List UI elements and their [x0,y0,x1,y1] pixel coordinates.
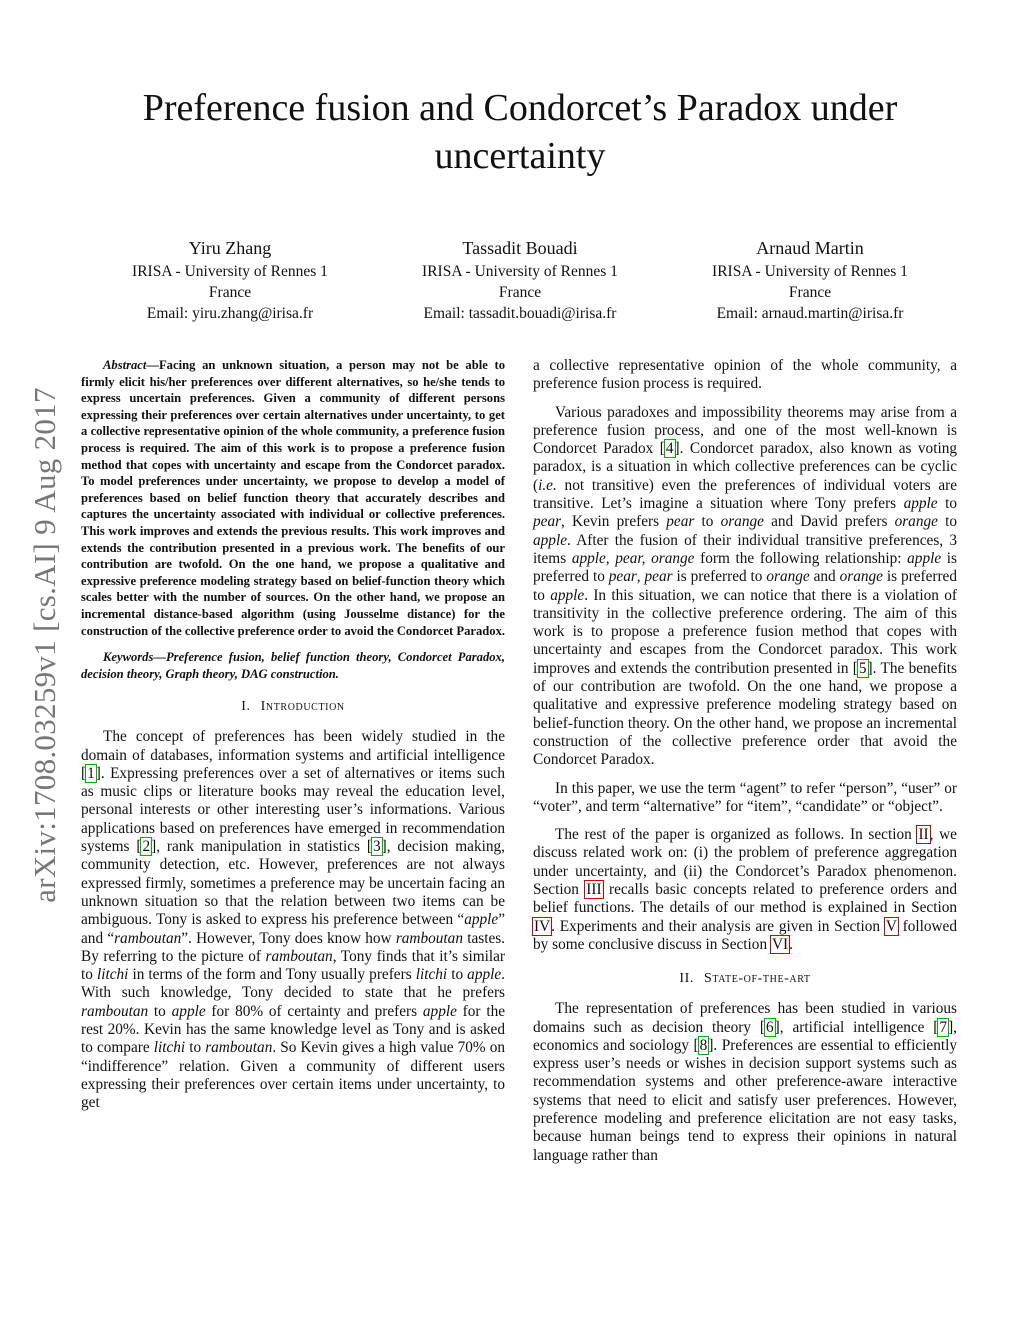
author-3 [670,236,950,324]
emphasis: apple [907,549,942,567]
emphasis: apple [550,586,585,604]
emphasis: litchi [96,966,129,984]
author-name: Tassadit Bouadi [462,238,578,258]
text-run: , Tony finds that it’s similar to [81,947,505,984]
text-run: , [636,568,645,586]
abstract-label: Abstract [103,358,147,372]
emphasis: apple [903,495,938,513]
text-run: . The benefits of our contribution are twofold. On the one hand, we propose a qualitative and expressive preference modeling strategy based on belief-function theory. On the other hand, we propose an incremental construction of the collective preference order that avoid the Condorcet Paradox. [533,659,957,769]
section-heading-state-of-the-art [533,970,957,988]
section-ref-link[interactable]: VI [771,935,789,953]
text-run: , artificial intelligence [779,1018,934,1036]
author-country: France [788,284,832,301]
author-email: Email: tassadit.bouadi@irisa.fr [423,305,617,322]
text-run: is preferred to [533,549,958,586]
text-run: recalls basic concepts related to preference orders and belief functions. The details of our method is explained in Section [533,881,957,917]
section-title: Introduction [260,699,345,715]
text-run: The concept of preferences has been widely studied in the domain of databases, information systems and artificial intelligence [81,728,505,764]
citation-link[interactable]: 5 [858,659,867,677]
right-column [533,357,957,1175]
emphasis: i.e. [538,476,557,494]
emphasis: ramboutan [81,1002,149,1020]
citation-link[interactable]: 4 [665,440,674,458]
text-run: . Expressing preferences over a set of alternatives or items such as music clips or literature books may reveal the education level, personal interests or other interesting user’s informations. Various applications based on preferences have emerged in recommendation systems [81,764,505,856]
author-name: Yiru Zhang [188,238,272,258]
text-run: , Kevin prefers [561,513,667,531]
emphasis: orange [720,513,764,531]
emphasis: ramboutan [205,1039,273,1057]
emphasis: pear [533,513,562,531]
text-run: in terms of the form and Tony usually prefers [128,966,416,984]
emphasis: litchi [415,966,448,984]
author-email: Email: arnaud.martin@irisa.fr [716,305,904,322]
section-heading-introduction [81,698,505,716]
text-run: to [148,1002,172,1020]
text-run: . So Kevin gives a high value 70% on “indifference” relation. Given a community of different users expressing their preferences over certain items under uncertainty, to get [81,1039,505,1112]
emphasis: pear [666,513,695,531]
author-affiliation: IRISA - University of Rennes 1 [132,263,328,280]
text-run: and David prefers [763,513,895,531]
text-run: not transitive) even the preferences of individual voters are transitive. Let’s imagine a situation where Tony prefers [533,476,957,513]
author-affiliation: IRISA - University of Rennes 1 [422,263,618,280]
text-run: is preferred to [672,568,767,586]
text-run: . Experiments and their analysis are given in Section [551,917,885,935]
emphasis: ramboutan [265,947,333,965]
author-1 [90,236,370,324]
emphasis: orange [894,513,938,531]
text-run: Various paradoxes and impossibility theorems may arise from a preference fusion process, and one of the most well-known is Condorcet Paradox [533,403,957,458]
emphasis: apple, pear, orange [571,549,695,567]
abstract [81,357,505,639]
text-run: to [937,495,957,513]
keywords-label: Keywords [103,650,154,665]
text-run: ”. However, Tony does know how [181,929,396,947]
citation-link[interactable]: 1 [87,764,95,782]
author-country: France [208,284,252,301]
arxiv-sidebar-stamp: arXiv:1708.03259v1 [cs.AI] 9 Aug 2017 [27,387,62,903]
text-run: ” and “ [81,911,505,947]
text-run: The rest of the paper is organized as follows. In section [555,826,918,844]
section-ref-link[interactable]: II [918,826,929,844]
section-number: I. [241,699,251,715]
emphasis: orange [766,568,810,586]
text-run: to [447,966,468,984]
section-ref-link[interactable]: V [885,917,897,935]
intro-paragraph-4 [533,826,957,954]
text-run: tastes. By referring to the picture of [81,929,506,965]
text-run: . After the fusion of their individual transitive preferences, 3 items [533,531,957,567]
text-run: The representation of preferences has been studied in various domains such as decision theory [533,1000,957,1036]
author-email: Email: yiru.zhang@irisa.fr [146,305,314,322]
emphasis: apple [464,911,499,929]
emphasis: pear [608,568,637,586]
text-run: is preferred to [533,568,957,604]
text-run: for 80% of certainty and prefers [205,1002,423,1020]
citation-link[interactable]: 2 [142,838,151,856]
text-run: . Preferences are essential to efficiently express user’s needs or wishes in decision support systems such as recommendation systems and other preference-aware interactive systems that need to elicit and satisfy user preferences. However, preference modeling and preference elicitation are not easy tasks, because human beings tend to express their opinions in natural language rather than [533,1036,957,1164]
citation-link[interactable]: 8 [699,1036,708,1054]
author-block [90,236,950,324]
text-run: . Condorcet paradox, also known as voting paradox, is a situation in which collective preferences can be cyclic ( [533,440,957,494]
text-run: to [694,513,721,531]
emphasis: litchi [153,1039,186,1057]
intro-paragraph-continued: a collective representative opinion of the whole community, a preference fusion process is required. [533,357,957,393]
author-affiliation: IRISA - University of Rennes 1 [712,263,908,280]
intro-paragraph-1: The concept of preferences has been widely studied in the domain of databases, information systems and artificial intelligence [1]. Expressing preferences over a set of alternatives or items such as music clips or literature books may reveal the education level, personal interests or other interesting user’s informations. Various applications based on preferences have emerged in recommendation systems [2], rank manipulation in statistics [3], decision making, community detection, etc. However, preferences are not always expressed firmly, sometimes a preference may be uncertain facing an unknown situation so that the relation between two items can be ambiguous. Tony is asked to express his preference between “apple” and “ramboutan”. However, Tony does know how ramboutan tastes. By referring to the picture of ramboutan, Tony finds that it’s similar to litchi in terms of the form and Tony usually prefers litchi to apple. With such knowledge, Tony decided to state that he prefers ramboutan to apple for 80% of certainty and prefers apple for the rest 20%. Kevin has the same knowledge level as Tony and is asked to compare litchi to ramboutan. So Kevin gives a high value 70% on “indifference” relation. Given a community of different users expressing their preferences over certain items under uncertainty, to get [81,728,506,1112]
keywords-text: —Preference fusion, belief function theory, Condorcet Paradox, decision theory, Graph theory, DAG construction. [81,650,505,681]
emphasis: apple [171,1002,206,1020]
section-ref-link[interactable]: IV [534,917,551,935]
text-run: , rank manipulation in statistics [156,838,367,856]
citation-link[interactable]: 6 [766,1018,774,1036]
left-column [81,357,505,1123]
emphasis: ramboutan [395,929,463,947]
emphasis: apple [467,966,502,984]
text-run: for the rest 20%. Kevin has the same knowledge level as Tony and is asked to compare [81,1002,506,1057]
paper-title: Preference fusion and Condorcet’s Paradox under uncertainty [142,87,898,177]
section-ref-link[interactable]: III [586,881,602,899]
intro-paragraph-2: Various paradoxes and impossibility theorems may arise from a preference fusion process, and one of the most well-known is Condorcet Paradox [4]. Condorcet paradox, also known as voting paradox, is a situation in which collective preferences can be cyclic (i.e. not transitive) even the preferences of individual voters are transitive. Let’s imagine a situation where Tony prefers apple to pear, Kevin prefers pear to orange and David prefers orange to apple. After the fusion of their individual transitive preferences, 3 items apple, pear, orange form the following relationship: apple is preferred to pear, pear is preferred to orange and orange is preferred to apple. In this situation, we can notice that there is a violation of transitivity in the collective preference ordering. The aim of this work is to propose a preference fusion method that copes with uncertainty and escapes from the Condorcet paradox. This work improves and extends the contribution presented in [5]. The benefits of our contribution are twofold. On the one hand, we propose a qualitative and expressive preference modeling strategy based on belief-function theory. On the other hand, we propose an incremental construction of the collective preference order that avoid the Condorcet Paradox. [533,403,958,769]
sota-paragraph-1: The representation of preferences has been studied in various domains such as decision theory [6], artificial intelligence [7], economics and sociology [8]. Preferences are essential to efficiently express user’s needs or wishes in decision support systems such as recommendation systems and other preference-aware interactive systems that need to elicit and satisfy user preferences. However, preference modeling and preference elicitation are not easy tasks, because human beings tend to express their opinions in natural language rather than [533,1000,957,1164]
intro-paragraph-3: In this paper, we use the term “agent” to refer “person”, “user” or “voter”, and term “alternative” for “item”, “candidate” or “object”. [533,779,957,815]
text-run: , we discuss related work on: (i) the problem of preference aggregation under uncertainty, and (ii) the Condorcet’s Paradox phenomenon. Section [533,826,957,899]
text-run: followed by some conclusive discuss in Section [533,917,957,953]
citation-link[interactable]: 7 [939,1018,948,1036]
text-run: to [185,1039,206,1057]
keywords [81,649,505,682]
text-run: to [937,513,957,531]
text-run: . [789,935,793,953]
text-run: and [809,568,840,586]
emphasis: pear [644,568,673,586]
citation-link[interactable]: 3 [372,838,381,856]
author-country: France [498,284,542,301]
emphasis: apple [533,531,567,549]
text-run: form the following relationship: [694,549,908,567]
emphasis: orange [839,568,883,586]
text-run: . In this situation, we can notice that there is a violation of transitivity in the collective preference ordering. The aim of this work is to propose a preference fusion method that copes with uncertainty and escapes from the Condorcet paradox. This work improves and extends the contribution presented in [533,586,957,677]
abstract-text: —Facing an unknown situation, a person may not be able to firmly elicit his/her preferences over different alternatives, so he/she tends to express uncertain preferences. Given a community of different persons expressing their preferences over certain alternatives under uncertainty, to get a collective representative opinion of the whole community, a preference fusion process is required. The aim of this work is to propose a preference fusion method that copes with uncertainty and escape from the Condorcet paradox. To model preferences under uncertainty, we propose to develop a model of preferences based on belief function theory that accurately describes and captures the uncertainty associated with individual or collective preferences. This work improves and extends the previous results. This work improves and extends the contribution presented in a previous work. The benefits of our contribution are twofold. On the one hand, we propose a qualitative and expressive preference modeling strategy based on belief-function theory which scales better with the number of sources. On the other hand, we propose an incremental distance-based algorithm (using Jousselme distance) for the construction of the collective preference order to avoid the Condorcet Paradox. [81,358,506,638]
text-run: , economics and sociology [533,1018,957,1054]
text-run: , decision making, community detection, etc. However, preferences are not always expressed firmly, sometimes a preference may be uncertain facing an unknown situation so that the relation between two items can be ambiguous. Tony is asked to express his preference between “ [81,838,505,929]
section-title: State-of-the-art [703,971,811,987]
emphasis: ramboutan [114,929,182,947]
author-2 [380,236,660,324]
section-number: II. [679,971,694,987]
text-run: . With such knowledge, Tony decided to state that he prefers [81,966,505,1002]
emphasis: apple [422,1002,457,1020]
author-name: Arnaud Martin [756,238,864,258]
